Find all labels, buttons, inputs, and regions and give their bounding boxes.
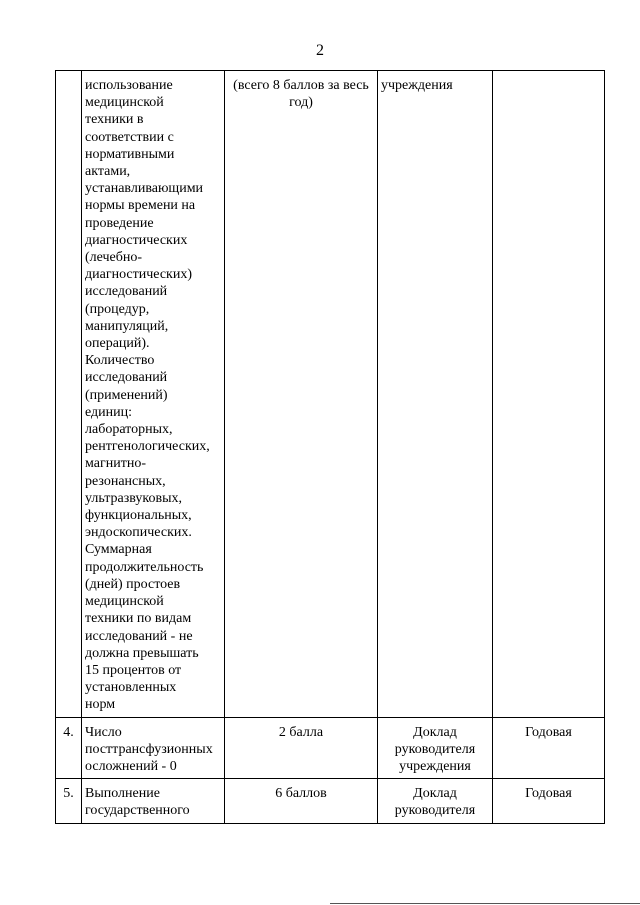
page-number: 2 xyxy=(316,42,324,59)
source-cell xyxy=(378,779,493,823)
points-cell: (всего 8 баллов за весь год) xyxy=(225,71,378,718)
indicator-cell xyxy=(82,717,225,779)
period-cell xyxy=(493,71,605,718)
source-cell xyxy=(378,71,493,718)
criteria-table xyxy=(55,70,605,824)
row-number-cell xyxy=(56,71,82,718)
period-cell: Годовая xyxy=(493,717,605,779)
table-row xyxy=(56,717,605,779)
source-cell xyxy=(378,717,493,779)
indicator-text: Выполнение государственного xyxy=(85,786,190,819)
points-cell: 6 баллов xyxy=(225,779,378,823)
source-text: Доклад руководителя учреждения xyxy=(394,724,476,774)
period-cell: Годовая xyxy=(493,779,605,823)
row-number-cell: 5. xyxy=(56,779,82,823)
page-edge-line xyxy=(330,903,640,904)
table-row xyxy=(56,71,605,718)
indicator-text: использование медицинской техники в соответствии с нормативными актами, устанавливающими нормы времени на проведение диагностических (лечебно- диагностических) исследований (процедур, манипуляций, операций). Количество исследований (применений) единиц: лабораторных, рентгенологических, магнитно- резонансных, ультразвуковых, функциональных, эндоскопических. Суммарная продолжительность (дней) простоев медицинской техники по видам исследований - не должна превышать 15 процентов от установленных норм xyxy=(85,78,210,713)
indicator-cell xyxy=(82,779,225,823)
indicator-cell xyxy=(82,71,225,718)
source-text: учреждения xyxy=(381,78,453,93)
row-number-cell: 4. xyxy=(56,717,82,779)
table-row xyxy=(56,779,605,823)
source-text: Доклад руководителя xyxy=(394,786,476,819)
indicator-text: Число посттрансфузионных осложнений - 0 xyxy=(85,724,213,774)
points-cell: 2 балла xyxy=(225,717,378,779)
